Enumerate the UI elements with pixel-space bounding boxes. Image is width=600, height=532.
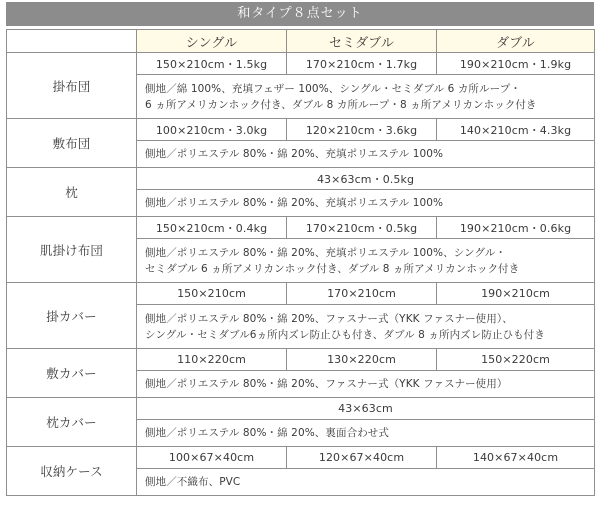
description-cell bbox=[137, 469, 595, 496]
size-cell: 190×210cm bbox=[437, 283, 595, 305]
table-title: 和タイプ８点セット bbox=[6, 2, 594, 29]
size-cell: 150×220cm bbox=[437, 349, 595, 371]
row-label: 掛布団 bbox=[7, 53, 137, 119]
column-header-semi-double: セミダブル bbox=[287, 30, 437, 53]
column-header-double: ダブル bbox=[437, 30, 595, 53]
description-cell bbox=[137, 305, 595, 349]
description-line: セミダブル 6 ヵ所アメリカンホック付き、ダブル 8 ヵ所アメリカンホック付き bbox=[145, 262, 520, 275]
spec-table bbox=[6, 29, 595, 496]
description-cell bbox=[137, 239, 595, 283]
row-label: 枕カバー bbox=[7, 398, 137, 447]
header-row bbox=[7, 30, 595, 53]
size-cell: 120×67×40cm bbox=[287, 447, 437, 469]
size-cell: 110×220cm bbox=[137, 349, 287, 371]
column-header-single: シングル bbox=[137, 30, 287, 53]
size-cell: 150×210cm bbox=[137, 283, 287, 305]
size-cell: 100×67×40cm bbox=[137, 447, 287, 469]
header-corner bbox=[7, 30, 137, 53]
size-cell: 170×210cm・1.7kg bbox=[287, 53, 437, 75]
description-line: シングル・セミダブル6ヵ所内ズレ防止ひも付き、ダブル 8 ヵ所内ズレ防止ひも付き bbox=[145, 328, 545, 341]
size-cell: 170×210cm bbox=[287, 283, 437, 305]
row-label: 掛カバー bbox=[7, 283, 137, 349]
size-cell: 43×63cm・0.5kg bbox=[137, 168, 595, 190]
size-cell: 140×210cm・4.3kg bbox=[437, 119, 595, 141]
size-cell: 170×210cm・0.5kg bbox=[287, 217, 437, 239]
size-cell: 150×210cm・0.4kg bbox=[137, 217, 287, 239]
row-label: 敷布団 bbox=[7, 119, 137, 168]
table-row bbox=[7, 53, 595, 75]
size-cell: 140×67×40cm bbox=[437, 447, 595, 469]
description-line: 6 ヵ所アメリカンホック付き、ダブル 8 カ所ループ・8 ヵ所アメリカンホック付き bbox=[145, 98, 537, 111]
size-cell: 130×220cm bbox=[287, 349, 437, 371]
table-row bbox=[7, 168, 595, 190]
table-row bbox=[7, 119, 595, 141]
description-line: 側地／綿 100%、充填フェザー 100%、シングル・セミダブル 6 カ所ループ・ bbox=[145, 82, 521, 95]
table-row bbox=[7, 283, 595, 305]
table-row bbox=[7, 349, 595, 371]
row-label: 収納ケース bbox=[7, 447, 137, 496]
description-cell bbox=[137, 141, 595, 168]
table-row bbox=[7, 447, 595, 469]
description-line: 側地／ポリエステル 80%・綿 20%、ファスナー式（YKK ファスナー使用） bbox=[145, 378, 508, 390]
description-cell bbox=[137, 190, 595, 217]
description-cell bbox=[137, 420, 595, 447]
description-line: 側地／ポリエステル 80%・綿 20%、裏面合わせ式 bbox=[145, 427, 390, 439]
size-cell: 190×210cm・1.9kg bbox=[437, 53, 595, 75]
table-row bbox=[7, 398, 595, 420]
size-cell: 100×210cm・3.0kg bbox=[137, 119, 287, 141]
description-cell bbox=[137, 75, 595, 119]
description-line: 側地／ポリエステル 80%・綿 20%、充填ポリエステル 100% bbox=[145, 148, 444, 160]
row-label: 肌掛け布団 bbox=[7, 217, 137, 283]
description-line: 側地／ポリエステル 80%・綿 20%、充填ポリエステル 100%、シングル・ bbox=[145, 246, 506, 259]
size-cell: 150×210cm・1.5kg bbox=[137, 53, 287, 75]
spec-table-container bbox=[6, 2, 594, 496]
size-cell: 190×210cm・0.6kg bbox=[437, 217, 595, 239]
size-cell: 120×210cm・3.6kg bbox=[287, 119, 437, 141]
description-line: 側地／ポリエステル 80%・綿 20%、ファスナー式（YKK ファスナー使用）、 bbox=[145, 312, 513, 325]
row-label: 敷カバー bbox=[7, 349, 137, 398]
description-line: 側地／不織布、PVC bbox=[145, 476, 241, 488]
description-line: 側地／ポリエステル 80%・綿 20%、充填ポリエステル 100% bbox=[145, 197, 444, 209]
table-row bbox=[7, 217, 595, 239]
description-cell bbox=[137, 371, 595, 398]
row-label: 枕 bbox=[7, 168, 137, 217]
size-cell: 43×63cm bbox=[137, 398, 595, 420]
